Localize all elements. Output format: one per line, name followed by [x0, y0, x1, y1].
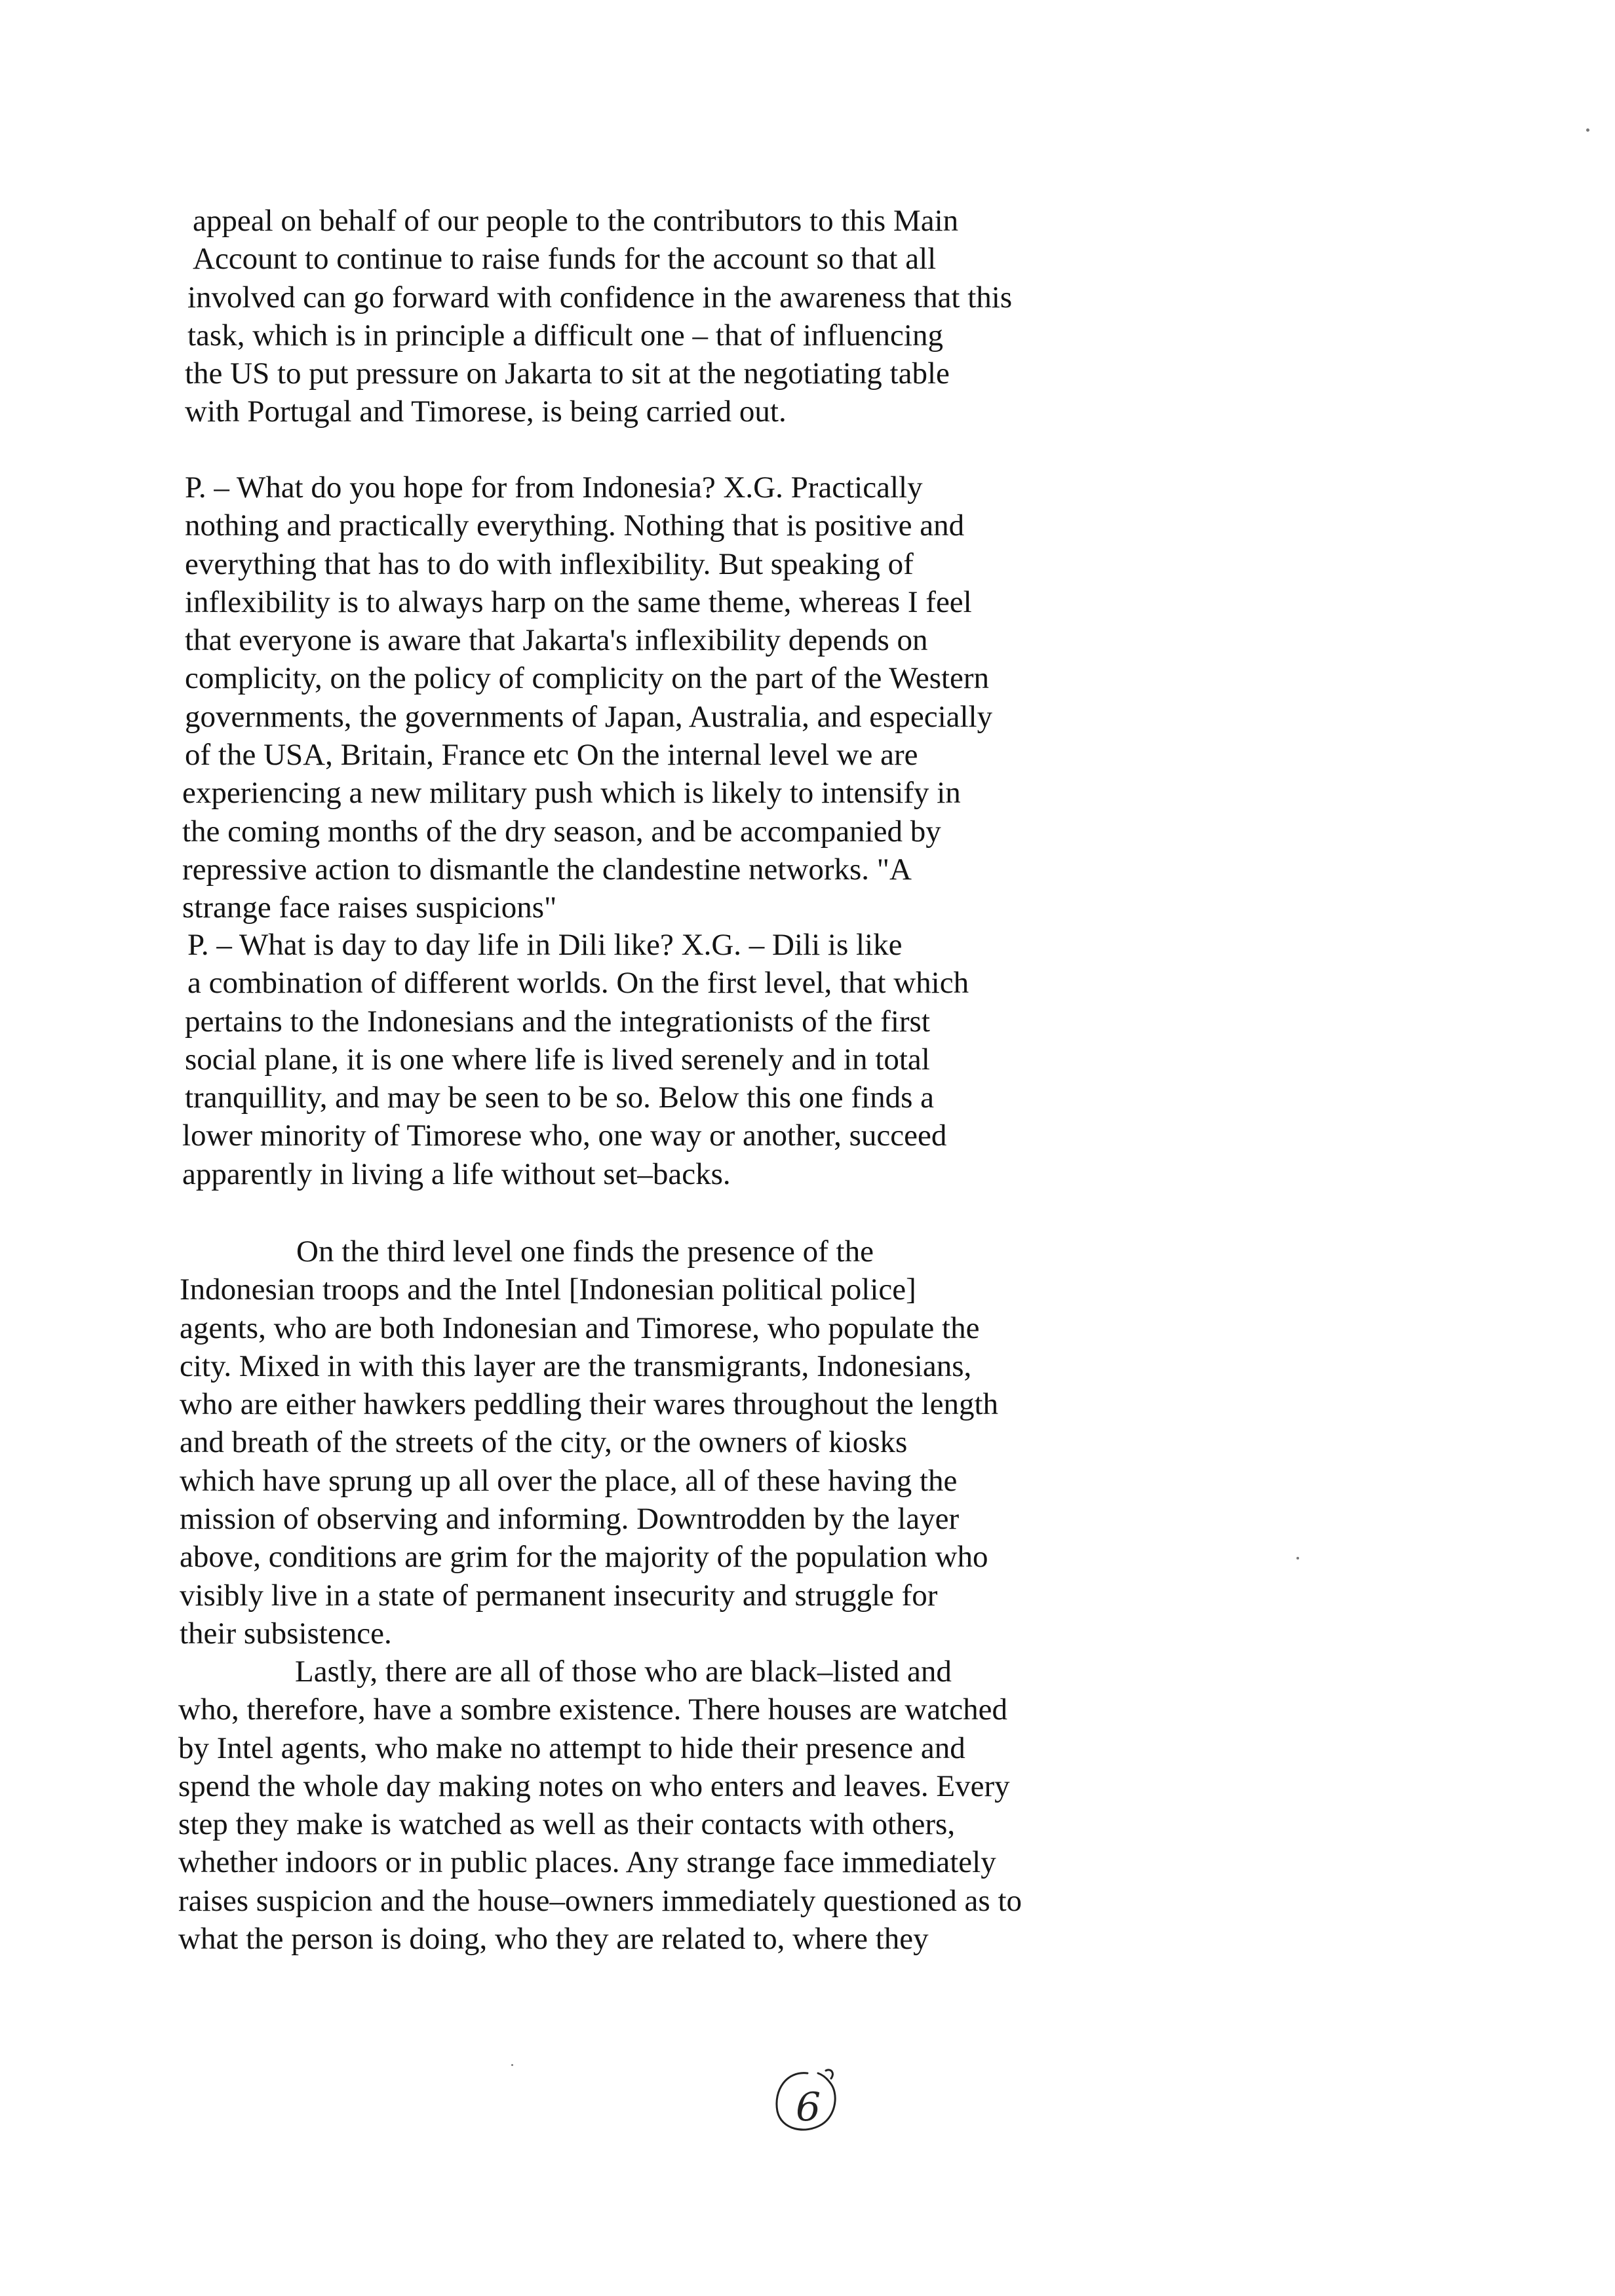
text-line: experiencing a new military push which is likely to intensify in [182, 776, 961, 811]
text-line: spend the whole day making notes on who enters and leaves. Every [178, 1769, 1010, 1803]
text-line: On the third level one finds the presence of the [296, 1234, 874, 1269]
text-line: which have sprung up all over the place, all of these having the [180, 1463, 958, 1498]
text-line: apparently in living a life without set–backs. [182, 1157, 731, 1191]
scan-speck [1586, 128, 1589, 132]
text-line: that everyone is aware that Jakarta's inflexibility depends on [185, 623, 928, 658]
text-line: their subsistence. [180, 1616, 392, 1651]
text-line: who, therefore, have a sombre existence. There houses are watched [178, 1693, 1007, 1727]
text-line: Account to continue to raise funds for the account so that all [193, 242, 937, 277]
text-line: involved can go forward with confidence in the awareness that this [187, 280, 1013, 315]
text-line: everything that has to do with inflexibility. But speaking of [185, 546, 914, 581]
text-line: the coming months of the dry season, and be accompanied by [182, 814, 941, 849]
text-line: nothing and practically everything. Nothing that is positive and [185, 508, 965, 543]
text-line: P. – What is day to day life in Dili like? X.G. – Dili is like [187, 928, 903, 962]
text-line: P. – What do you hope for from Indonesia? X.G. Practically [185, 470, 923, 505]
text-line: appeal on behalf of our people to the contributors to this Main [193, 204, 959, 238]
text-line: raises suspicion and the house–owners immediately questioned as to [178, 1883, 1022, 1918]
text-line: governments, the governments of Japan, Australia, and especially [185, 699, 993, 734]
text-line: social plane, it is one where life is lived serenely and in total [185, 1042, 930, 1077]
text-line: and breath of the streets of the city, or the owners of kiosks [180, 1425, 908, 1460]
text-line: a combination of different worlds. On the first level, that which [187, 966, 969, 1001]
text-line: task, which is in principle a difficult one – that of influencing [187, 318, 943, 353]
paragraph-third-level [180, 1233, 1338, 1653]
text-line: by Intel agents, who make no attempt to hide their presence and [178, 1731, 965, 1765]
text-line: with Portugal and Timorese, is being carried out. [185, 394, 787, 429]
text-line: visibly live in a state of permanent insecurity and struggle for [180, 1578, 938, 1613]
text-line: repressive action to dismantle the clandestine networks. "A [182, 852, 912, 887]
paragraph-indonesia-question [182, 469, 1338, 927]
text-line: city. Mixed in with this layer are the transmigrants, Indonesians, [180, 1349, 972, 1383]
text-line: tranquillity, and may be seen to be so. Below this one finds a [185, 1081, 935, 1115]
text-line: strange face raises suspicions" [182, 890, 557, 925]
text-line: whether indoors or in public places. Any strange face immediately [178, 1845, 996, 1880]
text-line: mission of observing and informing. Downtrodden by the layer [180, 1502, 960, 1537]
text-line: pertains to the Indonesians and the integrationists of the first [185, 1004, 930, 1039]
scan-speck [1296, 1557, 1299, 1559]
text-line: the US to put pressure on Jakarta to sit at the negotiating table [185, 356, 950, 391]
text-line: above, conditions are grim for the majority of the population who [180, 1540, 988, 1575]
paragraph-black-listed [178, 1653, 1338, 1958]
text-line: of the USA, Britain, France etc On the internal level we are [185, 738, 918, 773]
text-line: lower minority of Timorese who, one way or another, succeed [182, 1119, 947, 1153]
scan-speck [511, 2064, 513, 2066]
text-line: inflexibility is to always harp on the same theme, whereas I feel [185, 584, 972, 619]
text-line: step they make is watched as well as their contacts with others, [178, 1807, 956, 1842]
page-number-text: 6 [796, 2084, 821, 2130]
text-line: what the person is doing, who they are related to, where they [178, 1922, 929, 1957]
text-line: complicity, on the policy of complicity on the part of the Western [185, 661, 990, 696]
handwritten-page-number [767, 2064, 846, 2143]
text-line: Indonesian troops and the Intel [Indonesian political police] [180, 1272, 916, 1307]
text-line: Lastly, there are all of those who are black–listed and [295, 1655, 952, 1689]
paragraph-dili-question [182, 926, 1338, 1193]
text-line: agents, who are both Indonesian and Timorese, who populate the [180, 1311, 980, 1345]
text-line: who are either hawkers peddling their wares throughout the length [180, 1387, 999, 1422]
paragraph-appeal [185, 202, 1338, 431]
